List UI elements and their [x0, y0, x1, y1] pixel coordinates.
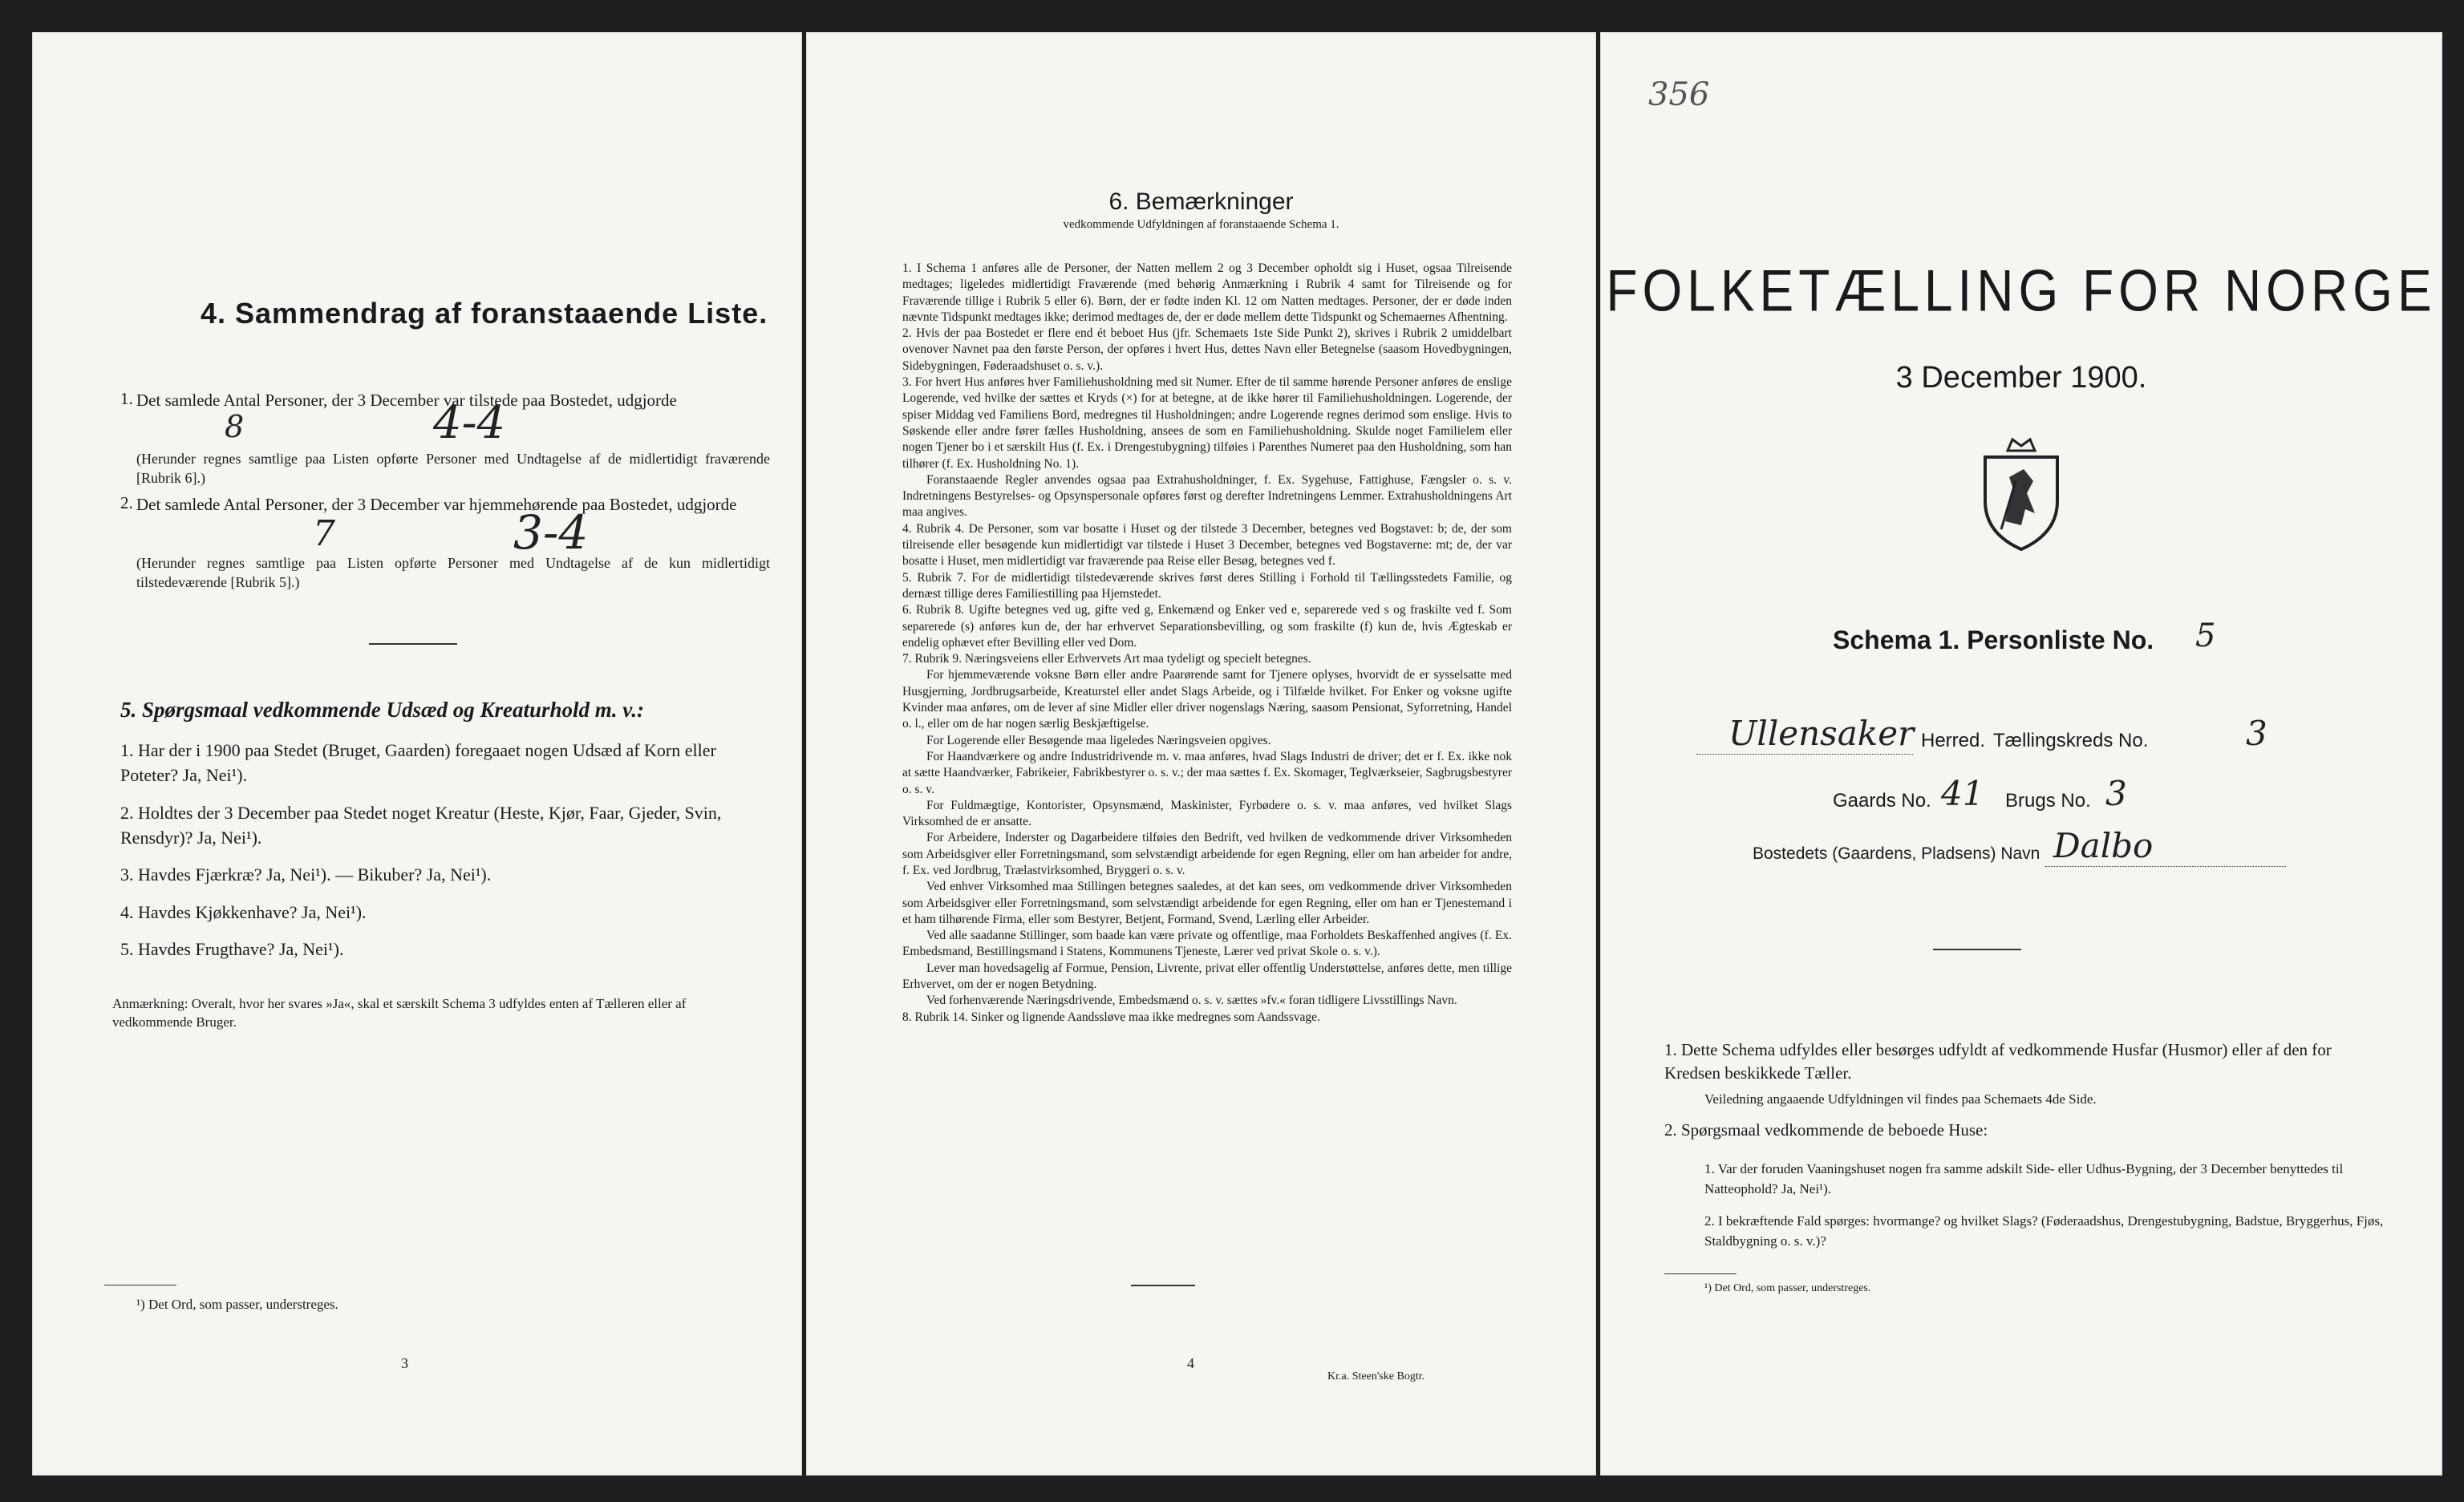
section-6-heading: 6. Bemærkninger	[1108, 188, 1294, 215]
item-1-handwritten-split: 4-4	[433, 397, 506, 449]
footnote: ¹) Det Ord, som passer, understreges.	[1704, 1282, 1871, 1294]
item-2-number: 2.	[120, 493, 133, 512]
instruction-2-1: 1. Var der foruden Vaaningshuset nogen fra samme adskilt Side- eller Udhus-Bygning, der 3 December benyttedes til Natteophold? Ja, Nei¹).	[1704, 1161, 2344, 1196]
gaards-label: Gaards No.	[1833, 790, 1931, 812]
remark-paragraph: 3. For hvert Hus anføres hver Familiehusholdning med sit Numer. Efter de til samme hørende Personer anføres de enslige Logerende, ved hvilke der sættes et Kryds (×) for at betegne, at de ikke hører til Familiehusholdningen. Logerende, der spiser Middag ved Familiens Bord, medregnes til Husholdningen; andre Logerende regnes derimod som enslige. Hvis to Søskende eller andre fører fælles Husholdning, ansees de som en Familiehusholdning. Skulde noget Familielem eller nogen Tjener bo i et særskilt Hus (f. Ex. i Drengestubygning) tilføies i Parenthes Numeret paa den Husholdning, som han tilhører (f. Ex. Husholdning No. 1).	[902, 375, 1512, 471]
instruction-2: 2. Spørgsmaal vedkommende de beboede Huse:	[1664, 1120, 1988, 1140]
section-5-heading: 5. Spørgsmaal vedkommende Udsæd og Kreaturhold m. v.:	[120, 698, 645, 722]
question-3: 3. Havdes Fjærkræ? Ja, Nei¹). — Bikuber? Ja, Nei¹).	[120, 864, 492, 885]
remark-paragraph: For Arbeidere, Inderster og Dagarbeidere tilføies den Bedrift, ved hvilken de vedkommende driver Virksomheden som Arbeidsgiver eller Forretningsmand, som selvstændigt arbeidende for egen Regning, eller om han arbeider for andre, f. Ex. ved Jordbrug, Trælastvirksomhed, Bryggeri o. s. v.	[902, 831, 1512, 877]
divider	[369, 643, 457, 645]
page-number: 3	[401, 1355, 408, 1371]
remark-paragraph: Ved enhver Virksomhed maa Stillingen betegnes saaledes, at det kan sees, om vedkommende driver Virksomheden som Arbeidsgiver eller Forretningsmand, som selvstændigt arbeidende for egen Regning, eller om han er Tjenestemand i et ham tilhørende Firma, eller som Bestyrer, Betjent, Formand, Svend, Lærling eller Arbeider.	[902, 880, 1512, 926]
cover-page	[1600, 32, 2442, 1476]
page-4-remarks	[806, 32, 1596, 1476]
remark-paragraph: 8. Rubrik 14. Sinker og lignende Aandssløve maa ikke medregnes som Aandssvage.	[902, 1010, 1320, 1024]
item-1-handwritten-total: 8	[225, 409, 245, 444]
bosted-line	[2045, 866, 2286, 867]
remark-paragraph: For hjemmeværende voksne Børn eller andre Paarørende samt for Tjenere oplyses, hvorvidt de er sysselsatte med Husgjerning, Jordbrugsarbeide, Kreaturstel eller andet Slags Arbeide, og i Tilfælde hvilket. For Enker og voksne ugifte Kvinder maa anføres, om de lever af sine Midler eller driver nogenslags Næring, saasom Pensionat, Syforretning, Handel o. l., eller om de har nogen særlig Beskjæftigelse.	[902, 668, 1512, 731]
question-4: 4. Havdes Kjøkkenhave? Ja, Nei¹).	[120, 902, 367, 922]
remark-paragraph: 7. Rubrik 9. Næringsveiens eller Erhvervets Art maa tydeligt og specielt betegnes.	[902, 652, 1311, 666]
bosted-label: Bostedets (Gaardens, Pladsens) Navn	[1753, 844, 2040, 863]
remark: Anmærkning: Overalt, hvor her svares »Ja«, skal et særskilt Schema 3 udfyldes enten af Tælleren eller af vedkommende Bruger.	[112, 996, 687, 1030]
herred-label: Herred.	[1921, 730, 1986, 751]
question-5: 5. Havdes Frugthave? Ja, Nei¹).	[120, 939, 344, 959]
remark-paragraph: 5. Rubrik 7. For de midlertidigt tilstedeværende skrives først deres Stilling i Forhold til Tællingsstedets Familie, og dernæst tillige deres Familiestilling paa Hjemstedet.	[902, 570, 1512, 601]
kreds-handwritten: 3	[2246, 714, 2267, 753]
item-2-handwritten-split: 3-4	[513, 505, 589, 560]
item-2-note: (Herunder regnes samtlige paa Listen opførte Personer med Undtagelse af de kun midlertidigt tilstedeværende [Rubrik 5].)	[136, 555, 770, 590]
kreds-label: Tællingskreds No.	[1993, 730, 2149, 751]
remark-paragraph: 1. I Schema 1 anføres alle de Personer, der Natten mellem 2 og 3 December opholdt sig i Huset, ogsaa Tilreisende medtages; ligeledes midlertidigt Fraværende (med behørig Anmærkning i Rubrik 4 samt for Tilreisende og for Fraværende tillige i Rubrik 5 eller 6). Børn, der er fødte inden Kl. 12 om Natten medtages. Personer, der er døde inden nævnte Tidspunkt medtages ikke; derimod medtages de, der er døde mellem dette Tidspunkt og Schemaernes Afhentning.	[902, 261, 1512, 324]
page-number: 4	[1187, 1355, 1194, 1371]
remark-paragraph: For Logerende eller Besøgende maa ligeledes Næringsveien opgives.	[926, 733, 1271, 747]
herred-handwritten: Ullensaker	[1728, 714, 1915, 753]
remark-paragraph: Ved forhenværende Næringsdrivende, Embedsmænd o. s. v. sættes »fv.« foran tidligere Livsstillings Navn.	[926, 994, 1457, 1008]
remark-paragraph: 6. Rubrik 8. Ugifte betegnes ved ug, gifte ved g, Enkemænd og Enker ved e, separerede ved s og fraskilte ved f. Som separerede (s) anføres kun de, der har erhvervet Separationsbevilling, og som fraskilte (f) kun de, hvis Ægteskab er endelig ophævet efter Bevilling eller ved Dom.	[902, 603, 1512, 650]
instruction-1-sub: Veiledning angaaende Udfyldningen vil findes paa Schemaets 4de Side.	[1704, 1091, 2097, 1107]
page-3-summary	[32, 32, 802, 1476]
remark-paragraph: 2. Hvis der paa Bostedet er flere end ét beboet Hus (jfr. Schemaets 1ste Side Punkt 2), skrives i Rubrik 2 umiddelbart ovenover Navnet paa den første Person, der opføres i hvert Hus, dettes Navn eller Betegnelse (saasom Hovedbygningen, Sidebygningen, Føderaadshuset o. s. v.).	[902, 326, 1512, 373]
herred-line	[1696, 754, 1913, 755]
brugs-label: Brugs No.	[2005, 790, 2091, 812]
divider	[1933, 949, 2021, 950]
schema-label: Schema 1. Personliste No.	[1833, 625, 2154, 654]
remark-paragraph: Ved alle saadanne Stillinger, som baade kan være private og offentlige, maa Forholdets Beskaffenhed angives (f. Ex. Embedsmand, Bestillingsmand i Statens, Kommunens Tjeneste, Lærer ved privat Skole o. s. v.).	[902, 929, 1512, 959]
instruction-2-2: 2. I bekræftende Fald spørges: hvormange? og hvilket Slags? (Føderaadshus, Drengestubygning, Badstue, Bryggerhus, Fjøs, Staldbygning o. s. v.)?	[1704, 1213, 2384, 1249]
item-1-note: (Herunder regnes samtlige paa Listen opførte Personer med Undtagelse af de midlertidigt fraværende [Rubrik 6].)	[136, 451, 770, 486]
census-title: FOLKETÆLLING FOR NORGE	[1606, 257, 2437, 324]
section-4-heading: 4. Sammendrag af foranstaaende Liste.	[201, 297, 768, 330]
instruction-1: 1. Dette Schema udfyldes eller besørges udfyldt af vedkommende Husfar (Husmor) eller af den for Kredsen beskikkede Tæller.	[1664, 1040, 2332, 1083]
question-1: 1. Har der i 1900 paa Stedet (Bruget, Gaarden) foregaaet nogen Udsæd af Korn eller Poteter? Ja, Nei¹).	[120, 740, 716, 785]
item-1-number: 1.	[120, 389, 133, 408]
item-2-handwritten-total: 7	[313, 513, 335, 554]
remarks-column	[902, 261, 1512, 1026]
footnote-rule	[1664, 1273, 1737, 1274]
bosted-handwritten: Dalbo	[2053, 826, 2154, 865]
gaards-handwritten: 41	[1941, 774, 1984, 813]
remark-paragraph: Foranstaaende Regler anvendes ogsaa paa Extrahusholdninger, f. Ex. Sygehuse, Fattighuse, Fængsler o. s. v. Indretningens Bestyrelses- og Opsynspersonale opføres først og derefter Indretningens Lemmer. Extrahusholdningens Art maa angives.	[902, 472, 1512, 520]
section-6-subheading: vedkommende Udfyldningen af foranstaaende Schema 1.	[1063, 218, 1339, 231]
item-1-text: Det samlede Antal Personer, der 3 December var tilstede paa Bostedet, udgjorde	[136, 391, 677, 410]
schema-number-handwritten: 5	[2195, 617, 2216, 654]
item-2-text: Det samlede Antal Personer, der 3 December var hjemmehørende paa Bostedet, udgjorde	[136, 495, 737, 514]
brugs-handwritten: 3	[2105, 774, 2127, 813]
question-2: 2. Holdtes der 3 December paa Stedet noget Kreatur (Heste, Kjør, Faar, Gjeder, Svin, Rensdyr)? Ja, Nei¹).	[120, 803, 722, 848]
remark-paragraph: 4. Rubrik 4. De Personer, som var bosatte i Huset og der tilstede 3 December, betegnes ved Bogstavet: b; de, der som tilreisende eller besøgende kun midlertidigt var tilstede i Huset 3 December, betegnes ved Bogstaverne: mt; de, der var bosatte i Huset, men midlertidigt var fraværende paa Reise eller Besøg, betegnes ved f.	[902, 521, 1512, 569]
footnote: ¹) Det Ord, som passer, understreges.	[136, 1297, 338, 1312]
printer-imprint: Kr.a. Steen'ske Bogtr.	[1327, 1370, 1425, 1383]
remark-paragraph: For Haandværkere og andre Industridrivende m. v. maa anføres, hvad Slags Industri de driver; det er f. Ex. ikke nok at sætte Haandværker, Fabrikeier, Fabrikbestyrer o. s. v.; der maa sættes f. Ex. Skomager, Teglværkseier, Sagbrugsbestyrer o. s. v.	[902, 749, 1512, 796]
census-date: 3 December 1900.	[1895, 361, 2147, 395]
archive-number: 356	[1648, 76, 1710, 113]
divider	[1131, 1285, 1195, 1286]
coat-of-arms-icon	[1977, 433, 2065, 553]
remark-paragraph: Lever man hovedsagelig af Formue, Pension, Livrente, privat eller offentlig Understøttelse, anføres dette, men tillige Erhvervet, om der er nogen Betydning.	[902, 961, 1512, 992]
remark-paragraph: For Fuldmægtige, Kontorister, Opsynsmænd, Maskinister, Fyrbødere o. s. v. maa anføres, ved hvilket Slags Virksomhed de er ansatte.	[902, 798, 1512, 829]
